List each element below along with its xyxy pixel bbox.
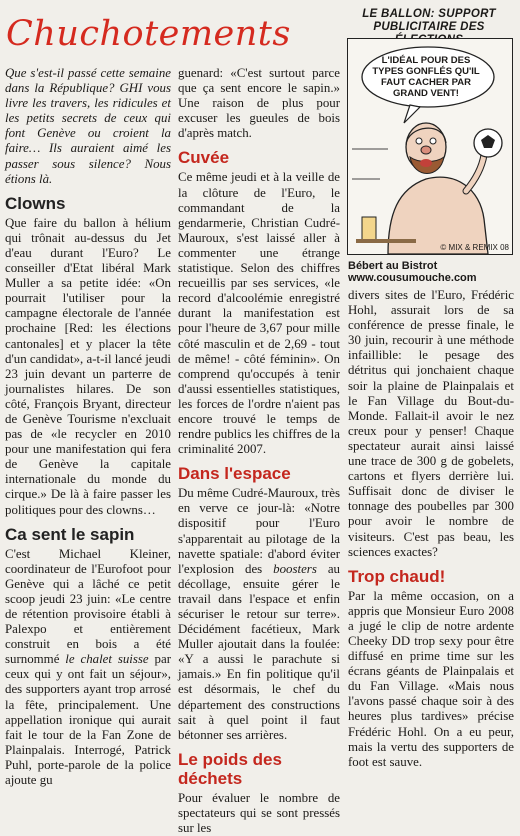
sapin-text [5, 547, 171, 789]
cartoon-credit-title: Bébert au Bistrot [348, 260, 438, 272]
cartoon-signature: © MIX & REMIX 08 [440, 243, 509, 252]
heading-sapin: Ca sent le sapin [5, 524, 135, 544]
espace-text-b: au décollage, ensuite gérer le travail dans l'espace et enfin sécuriser le retour sur terre». Décidément facétieux, Mark Muller ajoutait dans la foulée: «Y a aussi le parachute si jamais.» En fin politique qu'il est désormais, le chef du département des constructions sait à quel point il faut bétonner ses arrières. [178, 561, 340, 742]
column-3 [348, 288, 514, 770]
heading-cuvee: Cuvée [178, 148, 230, 168]
cartoon [345, 8, 513, 255]
heading-espace: Dans l'espace [178, 464, 291, 484]
espace-text-italic: boosters [273, 561, 317, 576]
dechets-continued: divers sites de l'Euro, Frédéric Hohl, assurait lors de sa conférence de presse finale, le 30 juin, recourir à une méthode infaillible: le pesage des détritus qui jonchaient chaque soir la plaine de Plainpalais et le Fan Village du Bout-du-Monde. Fallait-il avoir le nez creux pour y penser! Chaque spectateur aurait ainsi laissé une trace de 300 g de gobelets, cartons et flyers derrière lui. Suffisait donc de diviser le tonnage des poubelles par 300 pour avoir le nombre de visiteurs. C'est pas beau, les sciences exactes? [348, 288, 514, 559]
heading-dechets: Le poids des déchets [178, 749, 282, 788]
chaud-text: Par la même occasion, on a appris que Monsieur Euro 2008 a jugé le clip de notre ardente Cheeky DD trop sexy pour être diffusé en prime time sur les écrans géants de Plainpalais et du Fan Village. «Mais nous l'avons passé chaque soir à des heures plus tardives» précise Frédéric Hohl. On a eu peur, mais la vertu des supporters de foot est sauve. [348, 588, 514, 769]
column-1 [5, 66, 171, 788]
cartoon-credit-url: www.cousumouche.com [348, 272, 477, 284]
espace-text [178, 486, 340, 743]
sapin-continued: guenard: «C'est surtout parce que ça sent encore le sapin.» Une raison de plus pour excuser les gueules de bois d'après match. [178, 66, 340, 141]
cartoon-caption: LE BALLON: SUPPORT PUBLICITAIRE DES [362, 8, 496, 33]
cuvee-text: Ce même jeudi et à la veille de la clôture de l'Euro, le commandant de la gendarmerie, Christian Cudré-Mauroux, s'est laissé aller à commenter une étrange statistique. Selon des chiffres recueillis par ses services, «le record d'alcoolémie enregistré durant la manifestation est pour l'heure de 3,67 pour mille côté masculin et de 2,69 - tout de même! - côté féminin». On comprend qu'occupés à tenir d'aussi essentielles statistiques, les forces de l'ordre n'aient pas encore trouvé le temps de rendre publics les chiffres de la criminalité 2007. [178, 170, 340, 457]
espace-text-a: Du même Cudré-Mauroux, très en verve ce jour-là: «Notre dispositif pour l'Euro s'apparentait au pilotage de la navette spatiale: d'abord éviter l'explosion des [178, 486, 340, 576]
masthead-title: Chuchotements [6, 14, 291, 54]
intro-paragraph: Que s'est-il passé cette semaine dans la République? GHI vous livre les travers, les ridicules et les petits secrets de ceux qui font Genève ou croient la faire… Ils auraient aimé les passer sous silence? Nous étions là. [5, 66, 171, 186]
sapin-text-a: C'est Michael Kleiner, coordinateur de l'Eurofoot pour Genève qui a lâché ce petit scoop jeudi 23 juin: «Le centre de rétention provisoire établi à Palexpo et entièrement construit en bois a été surnommé [5, 546, 171, 667]
sapin-text-italic: le chalet suisse [65, 652, 149, 667]
cartoon-panel [347, 38, 513, 255]
speech-bubble-text: L'IDÉAL POUR DES TYPES GONFLÉS QU'IL FAUT CACHER PAR GRAND VENT! [372, 55, 480, 99]
clowns-text: Que faire du ballon à hélium qui trônait au-dessus du Jet d'eau durant l'Euro? Le conseiller d'Etat libéral Mark Muller a sa petite idée: «On pourrait l'utiliser pour la campagne électorale de l'année prochaine [Red: les élections cantonales] et y placer la tête d'un candidat», a-t-il lancé jeudi 23 juin devant un parterre de journalistes hilares. De son côté, François Bryant, directeur de Genève Tourisme n'excluait pas de «le recycler en 2010 pour une manifestation qui fera de Genève la capitale internationale du monde du cirque.» De là à faire passer les politiques pour des clowns… [5, 215, 171, 517]
cartoon-credit [348, 260, 477, 284]
sapin-text-b: par ceux qui y ont fait un séjour», des supporters ayant trop arrosé la fête, principalement. Une appellation ironique qui aurait fait le tour de la Fan Zone de Plainpalais. Interrogé, Patrick Puhl, porte-parole de la police ajoute gu [5, 652, 171, 788]
dechets-text: Pour évaluer le nombre de spectateurs qui se sont pressés sur les [178, 790, 340, 836]
heading-clowns: Clowns [5, 193, 66, 213]
column-2 [178, 66, 340, 836]
heading-chaud: Trop chaud! [348, 566, 446, 586]
